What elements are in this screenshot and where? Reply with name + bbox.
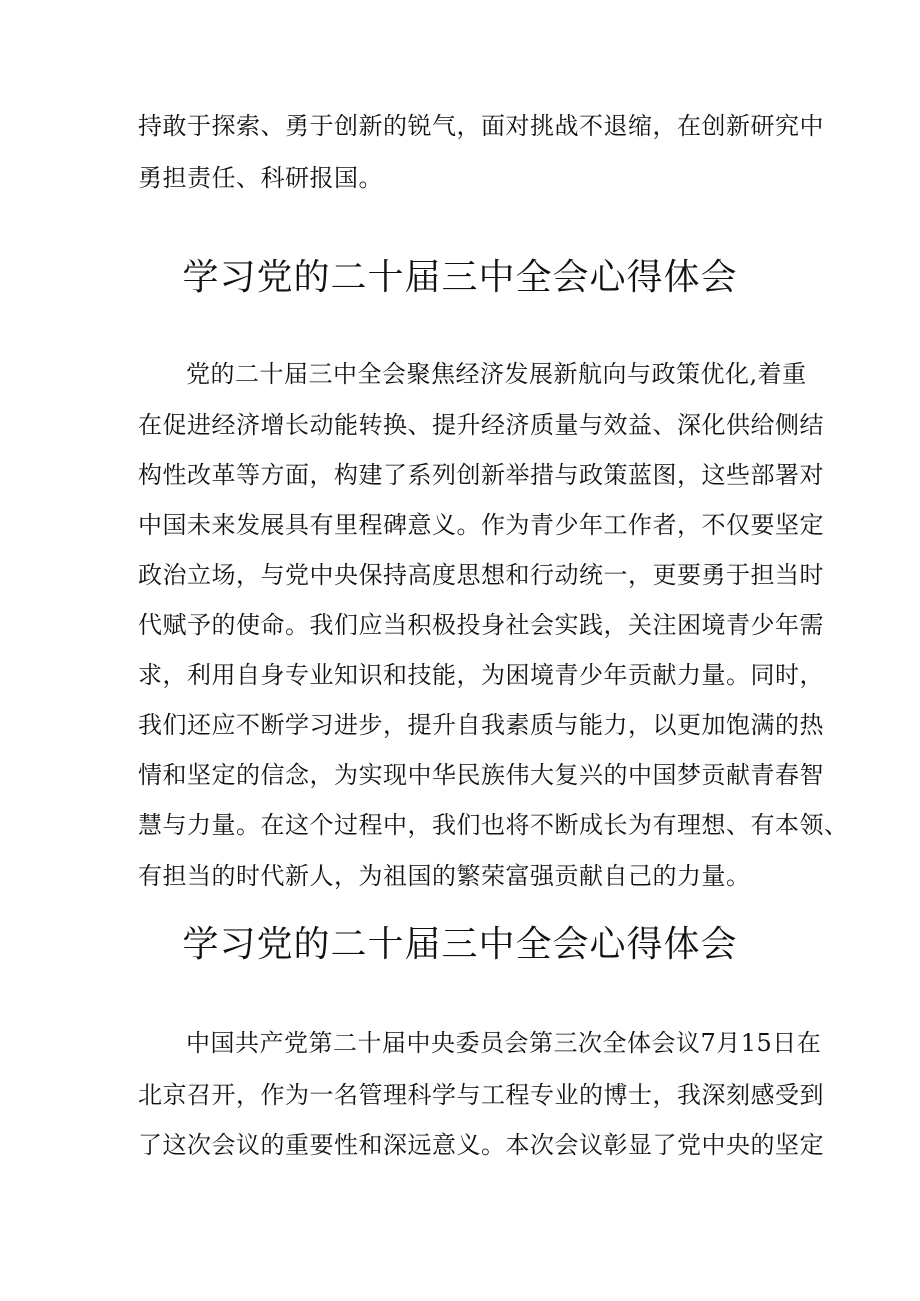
paragraph-line: 了这次会议的重要性和深远意义。本次会议彰显了党中央的坚定: [138, 1131, 824, 1159]
paragraph-line: 政治立场，与党中央保持高度思想和行动统一，更要勇于担当时: [138, 561, 824, 589]
intro-line: 勇担责任、科研报国。: [138, 164, 383, 192]
paragraph-line: 有担当的时代新人，为祖国的繁荣富强贡献自己的力量。: [138, 862, 751, 890]
paragraph-line: 求，利用自身专业知识和技能，为困境青少年贡献力量。同时，: [138, 661, 824, 689]
section-title: 学习党的二十届三中全会心得体会: [182, 257, 738, 298]
paragraph-line: 代赋予的使命。我们应当积极投身社会实践，关注困境青少年需: [138, 611, 824, 639]
paragraph-line: 我们还应不断学习进步，提升自我素质与能力，以更加饱满的热: [138, 711, 824, 739]
paragraph-line: 构性改革等方面，构建了系列创新举措与政策蓝图，这些部署对: [138, 461, 824, 489]
section-title: 学习党的二十届三中全会心得体会: [182, 924, 738, 965]
paragraph-line: 情和坚定的信念，为实现中华民族伟大复兴的中国梦贡献青春智: [138, 761, 824, 789]
paragraph-line: 党的二十届三中全会聚焦经济发展新航向与政策优化,着重: [186, 360, 807, 388]
paragraph-line: 中国共产党第二十届中央委员会第三次全体会议7月15日在: [186, 1029, 822, 1057]
paragraph-line: 慧与力量。在这个过程中，我们也将不断成长为有理想、有本领、: [138, 811, 849, 839]
paragraph-line: 北京召开，作为一名管理科学与工程专业的博士，我深刻感受到: [138, 1081, 824, 1109]
intro-line: 持敢于探索、勇于创新的锐气，面对挑战不退缩，在创新研究中: [138, 112, 824, 140]
paragraph-line: 在促进经济增长动能转换、提升经济质量与效益、深化供给侧结: [138, 411, 824, 439]
paragraph-line: 中国未来发展具有里程碑意义。作为青少年工作者，不仅要坚定: [138, 511, 824, 539]
